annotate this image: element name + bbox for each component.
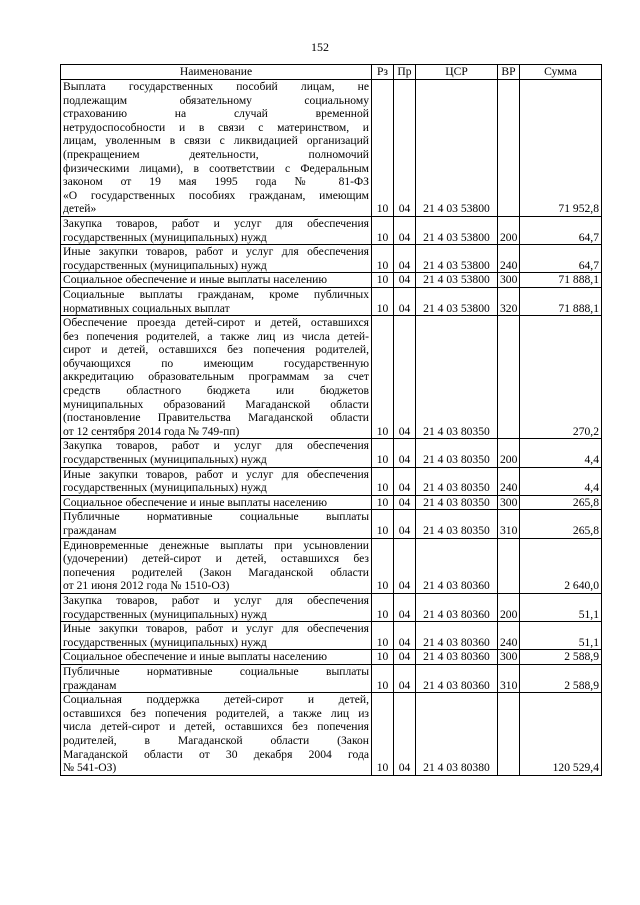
row-name-line: Публичные нормативные социальные выплаты: [63, 664, 369, 678]
row-vr: 320: [498, 287, 520, 315]
row-pr: 04: [394, 495, 416, 510]
row-vr: 300: [498, 273, 520, 288]
row-sum: 71 952,8: [520, 80, 602, 217]
row-rz: 10: [372, 245, 394, 273]
row-csr: 21 4 03 53800: [416, 216, 498, 244]
row-csr: 21 4 03 80360: [416, 593, 498, 621]
row-name-line: государственных (муниципальных) нужд: [63, 635, 267, 649]
row-name-line: Закупка товаров, работ и услуг для обеспечения: [63, 439, 369, 453]
row-csr: 21 4 03 80350: [416, 439, 498, 467]
row-pr: 04: [394, 693, 416, 776]
row-name-line: Закупка товаров, работ и услуг для обеспечения: [63, 593, 369, 607]
table-row: [61, 80, 602, 217]
table-row: [61, 693, 602, 776]
row-name: [61, 650, 372, 665]
row-name-line: государственных (муниципальных) нужд: [63, 607, 267, 621]
header-vr: ВР: [498, 65, 520, 80]
row-name-line: Иные закупки товаров, работ и услуг для обеспечения: [63, 245, 369, 259]
header-name: Наименование: [61, 65, 372, 80]
row-name: [61, 216, 372, 244]
row-name-line: подлежащим обязательному социальному: [63, 93, 369, 107]
row-csr: 21 4 03 80350: [416, 316, 498, 439]
header-sum: Сумма: [520, 65, 602, 80]
row-vr: 240: [498, 245, 520, 273]
table-row: [61, 316, 602, 439]
row-name: [61, 439, 372, 467]
table-row: [61, 650, 602, 665]
row-rz: 10: [372, 80, 394, 217]
row-csr: 21 4 03 80350: [416, 495, 498, 510]
row-name-line: Иные закупки товаров, работ и услуг для обеспечения: [63, 622, 369, 636]
row-pr: 04: [394, 273, 416, 288]
row-name: [61, 316, 372, 439]
row-sum: 2 588,9: [520, 664, 602, 692]
table-row: [61, 593, 602, 621]
row-rz: 10: [372, 495, 394, 510]
row-rz: 10: [372, 538, 394, 593]
row-pr: 04: [394, 287, 416, 315]
row-rz: 10: [372, 593, 394, 621]
row-rz: 10: [372, 287, 394, 315]
row-vr: [498, 538, 520, 593]
row-pr: 04: [394, 216, 416, 244]
row-csr: 21 4 03 53800: [416, 80, 498, 217]
row-rz: 10: [372, 693, 394, 776]
row-csr: 21 4 03 80360: [416, 650, 498, 665]
row-pr: 04: [394, 467, 416, 495]
header-pr: Пр: [394, 65, 416, 80]
page-number: 152: [311, 40, 329, 54]
row-sum: 71 888,1: [520, 287, 602, 315]
row-name-line: Социальное обеспечение и иные выплаты населению: [63, 495, 328, 509]
row-pr: 04: [394, 593, 416, 621]
row-csr: 21 4 03 80350: [416, 510, 498, 538]
row-name-line: муниципальных образований Магаданской области: [63, 397, 369, 411]
row-name-line: Обеспечение проезда детей-сирот и детей, оставшихся: [63, 316, 369, 330]
header-csr: ЦСР: [416, 65, 498, 80]
row-vr: 240: [498, 467, 520, 495]
row-vr: [498, 693, 520, 776]
row-name-line: Социальное обеспечение и иные выплаты населению: [63, 273, 328, 287]
row-sum: 265,8: [520, 495, 602, 510]
row-name-line: сирот и детей, оставшихся без попечения родителей,: [63, 343, 369, 357]
row-name-line: Социальная поддержка детей-сирот и детей,: [63, 693, 369, 707]
row-rz: 10: [372, 664, 394, 692]
row-vr: [498, 80, 520, 217]
row-rz: 10: [372, 316, 394, 439]
row-sum: 51,1: [520, 593, 602, 621]
row-vr: 310: [498, 664, 520, 692]
row-csr: 21 4 03 53800: [416, 245, 498, 273]
row-name: [61, 510, 372, 538]
row-name-line: Социальные выплаты гражданам, кроме публичных: [63, 287, 369, 301]
row-name-line: Закупка товаров, работ и услуг для обеспечения: [63, 216, 369, 230]
row-name-line: Иные закупки товаров, работ и услуг для обеспечения: [63, 467, 369, 481]
row-name-line: № 541-ОЗ): [63, 761, 117, 775]
row-vr: 310: [498, 510, 520, 538]
row-name: [61, 245, 372, 273]
table-row: [61, 538, 602, 593]
row-sum: 64,7: [520, 216, 602, 244]
row-name-line: Выплата государственных пособий лицам, не: [63, 80, 369, 93]
row-pr: 04: [394, 316, 416, 439]
row-sum: 4,4: [520, 467, 602, 495]
row-rz: 10: [372, 216, 394, 244]
row-sum: 270,2: [520, 316, 602, 439]
row-name-line: (постановление Правительства Магаданской области: [63, 411, 369, 425]
table-body: [61, 80, 602, 776]
row-name: [61, 495, 372, 510]
row-sum: 4,4: [520, 439, 602, 467]
row-name-line: гражданам: [63, 678, 117, 692]
row-name: [61, 273, 372, 288]
row-vr: 300: [498, 495, 520, 510]
table-row: [61, 664, 602, 692]
row-vr: [498, 316, 520, 439]
row-name: [61, 287, 372, 315]
row-name-line: без попечения родителей, а также лиц из числа детей-: [63, 329, 369, 343]
row-csr: 21 4 03 80360: [416, 664, 498, 692]
row-name: [61, 664, 372, 692]
table-row: [61, 439, 602, 467]
row-name-line: законом от 19 мая 1995 года № 81-ФЗ: [63, 175, 369, 189]
row-sum: 120 529,4: [520, 693, 602, 776]
row-name-line: (прекращением деятельности, полномочий: [63, 147, 369, 161]
table-row: [61, 622, 602, 650]
row-sum: 265,8: [520, 510, 602, 538]
row-name: [61, 693, 372, 776]
row-rz: 10: [372, 650, 394, 665]
row-name-line: Публичные нормативные социальные выплаты: [63, 510, 369, 524]
table-row: [61, 216, 602, 244]
row-vr: 240: [498, 622, 520, 650]
row-csr: 21 4 03 80380: [416, 693, 498, 776]
row-name-line: Магаданской области от 30 декабря 2004 года: [63, 747, 369, 761]
row-csr: 21 4 03 80360: [416, 538, 498, 593]
row-csr: 21 4 03 53800: [416, 273, 498, 288]
row-name-line: оставшихся без попечения родителей, а также лиц из: [63, 706, 369, 720]
row-name-line: «О государственных пособиях гражданам, имеющим: [63, 188, 369, 202]
row-name: [61, 622, 372, 650]
row-name-line: страхованию на случай временной: [63, 107, 369, 121]
row-pr: 04: [394, 245, 416, 273]
row-rz: 10: [372, 510, 394, 538]
row-vr: 200: [498, 439, 520, 467]
table-row: [61, 287, 602, 315]
row-name-line: государственных (муниципальных) нужд: [63, 453, 267, 467]
table-row: [61, 510, 602, 538]
row-name-line: попечения родителей (Закон Магаданской области: [63, 565, 369, 579]
row-name-line: Единовременные денежные выплаты при усыновлении: [63, 538, 369, 552]
row-sum: 2 640,0: [520, 538, 602, 593]
row-rz: 10: [372, 273, 394, 288]
budget-table: [60, 64, 602, 776]
table-row: [61, 273, 602, 288]
row-rz: 10: [372, 622, 394, 650]
row-name-line: от 21 июня 2012 года № 1510-ОЗ): [63, 579, 230, 593]
row-vr: 200: [498, 216, 520, 244]
row-vr: 300: [498, 650, 520, 665]
row-pr: 04: [394, 80, 416, 217]
row-pr: 04: [394, 439, 416, 467]
row-sum: 51,1: [520, 622, 602, 650]
header-rz: Рз: [372, 65, 394, 80]
row-name: [61, 538, 372, 593]
row-name-line: обучающихся по имеющим государственную: [63, 356, 369, 370]
table-row: [61, 467, 602, 495]
row-name-line: нетрудоспособности и в связи с материнством, и: [63, 120, 369, 134]
row-name-line: государственных (муниципальных) нужд: [63, 230, 267, 244]
row-pr: 04: [394, 664, 416, 692]
row-name-line: детей»: [63, 202, 97, 216]
row-sum: 64,7: [520, 245, 602, 273]
row-csr: 21 4 03 53800: [416, 287, 498, 315]
row-rz: 10: [372, 439, 394, 467]
row-name-line: родителей, в Магаданской области (Закон: [63, 733, 369, 747]
table-row: [61, 245, 602, 273]
row-name-line: (удочерении) детей-сирот и детей, оставшихся без: [63, 552, 369, 566]
row-name-line: государственных (муниципальных) нужд: [63, 481, 267, 495]
row-sum: 2 588,9: [520, 650, 602, 665]
row-name-line: числа детей-сирот и детей, оставшихся без попечения: [63, 720, 369, 734]
table-header-row: [61, 65, 602, 80]
row-pr: 04: [394, 538, 416, 593]
row-csr: 21 4 03 80350: [416, 467, 498, 495]
row-pr: 04: [394, 510, 416, 538]
row-name-line: гражданам: [63, 524, 117, 537]
row-sum: 71 888,1: [520, 273, 602, 288]
row-name-line: средств областного бюджета или бюджетов: [63, 384, 369, 398]
row-rz: 10: [372, 467, 394, 495]
row-name: [61, 80, 372, 217]
table-row: [61, 495, 602, 510]
row-pr: 04: [394, 622, 416, 650]
row-name: [61, 593, 372, 621]
row-name-line: лицам, уволенным в связи с ликвидацией организаций: [63, 134, 369, 148]
row-name-line: нормативных социальных выплат: [63, 301, 230, 315]
row-name-line: государственных (муниципальных) нужд: [63, 258, 267, 272]
row-name: [61, 467, 372, 495]
row-name-line: Социальное обеспечение и иные выплаты населению: [63, 650, 328, 664]
row-name-line: от 12 сентября 2014 года № 749-пп): [63, 424, 240, 438]
row-name-line: аккредитацию образовательным программам за счет: [63, 370, 369, 384]
row-csr: 21 4 03 80360: [416, 622, 498, 650]
row-pr: 04: [394, 650, 416, 665]
row-vr: 200: [498, 593, 520, 621]
row-name-line: физическими лицами), в соответствии с Федеральным: [63, 161, 369, 175]
